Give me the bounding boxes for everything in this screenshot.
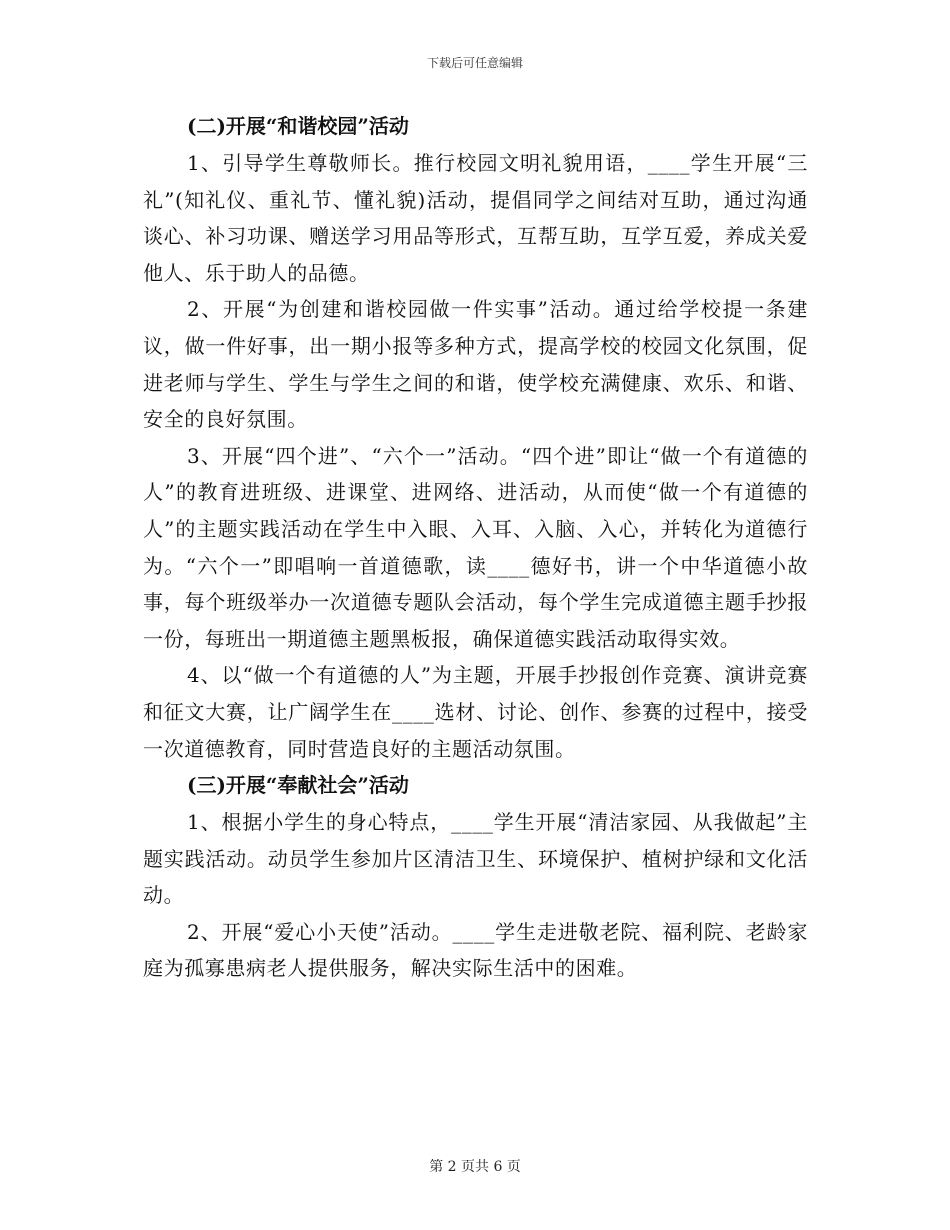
page-footer: 第 2 页共 6 页 xyxy=(429,1159,521,1175)
document-body xyxy=(143,108,808,987)
section-heading: (二)开展“和谐校园”活动 xyxy=(187,114,409,138)
paragraph: 4、以“做一个有道德的人”为主题，开展手抄报创作竞赛、演讲竞赛和征文大赛，让广阔学生在____选材、讨论、创作、参赛的过程中，接受一次道德教育，同时营造良好的主题活动氛围。 xyxy=(143,663,808,761)
paragraph: 3、开展“四个进”、“六个一”活动。“四个进”即让“做一个有道德的人”的教育进班级、进课堂、进网络、进活动，从而使“做一个有道德的人”的主题实践活动在学生中入眼、入耳、入脑、入心，并转化为道德行为。“六个一”即唱响一首道德歌，读____德好书，讲一个中华道德小故事，每个班级举办一次道德专题队会活动，每个学生完成道德主题手抄报一份，每班出一期道德主题黑板报，确保道德实践活动取得实效。 xyxy=(143,443,808,651)
paragraph: 2、开展“爱心小天使”活动。____学生走进敬老院、福利院、老龄家庭为孤寡患病老人提供服务，解决实际生活中的困难。 xyxy=(143,919,808,981)
paragraph: 1、根据小学生的身心特点，____学生开展“清洁家园、从我做起”主题实践活动。动员学生参加片区清洁卫生、环境保护、植树护绿和文化活动。 xyxy=(143,810,808,908)
page-header: 下载后可任意编辑 xyxy=(426,56,523,70)
paragraph: 1、引导学生尊敬师长。推行校园文明礼貌用语，____学生开展“三礼”(知礼仪、重礼节、懂礼貌)活动，提倡同学之间结对互助，通过沟通谈心、补习功课、赠送学习用品等形式，互帮互助，互学互爱，养成关爱他人、乐于助人的品德。 xyxy=(143,151,808,285)
paragraph: 2、开展“为创建和谐校园做一件实事”活动。通过给学校提一条建议，做一件好事，出一期小报等多种方式，提高学校的校园文化氛围，促进老师与学生、学生与学生之间的和谐，使学校充满健康、欢乐、和谐、安全的良好氛围。 xyxy=(143,297,808,432)
section-heading: (三)开展“奉献社会”活动 xyxy=(187,773,409,798)
